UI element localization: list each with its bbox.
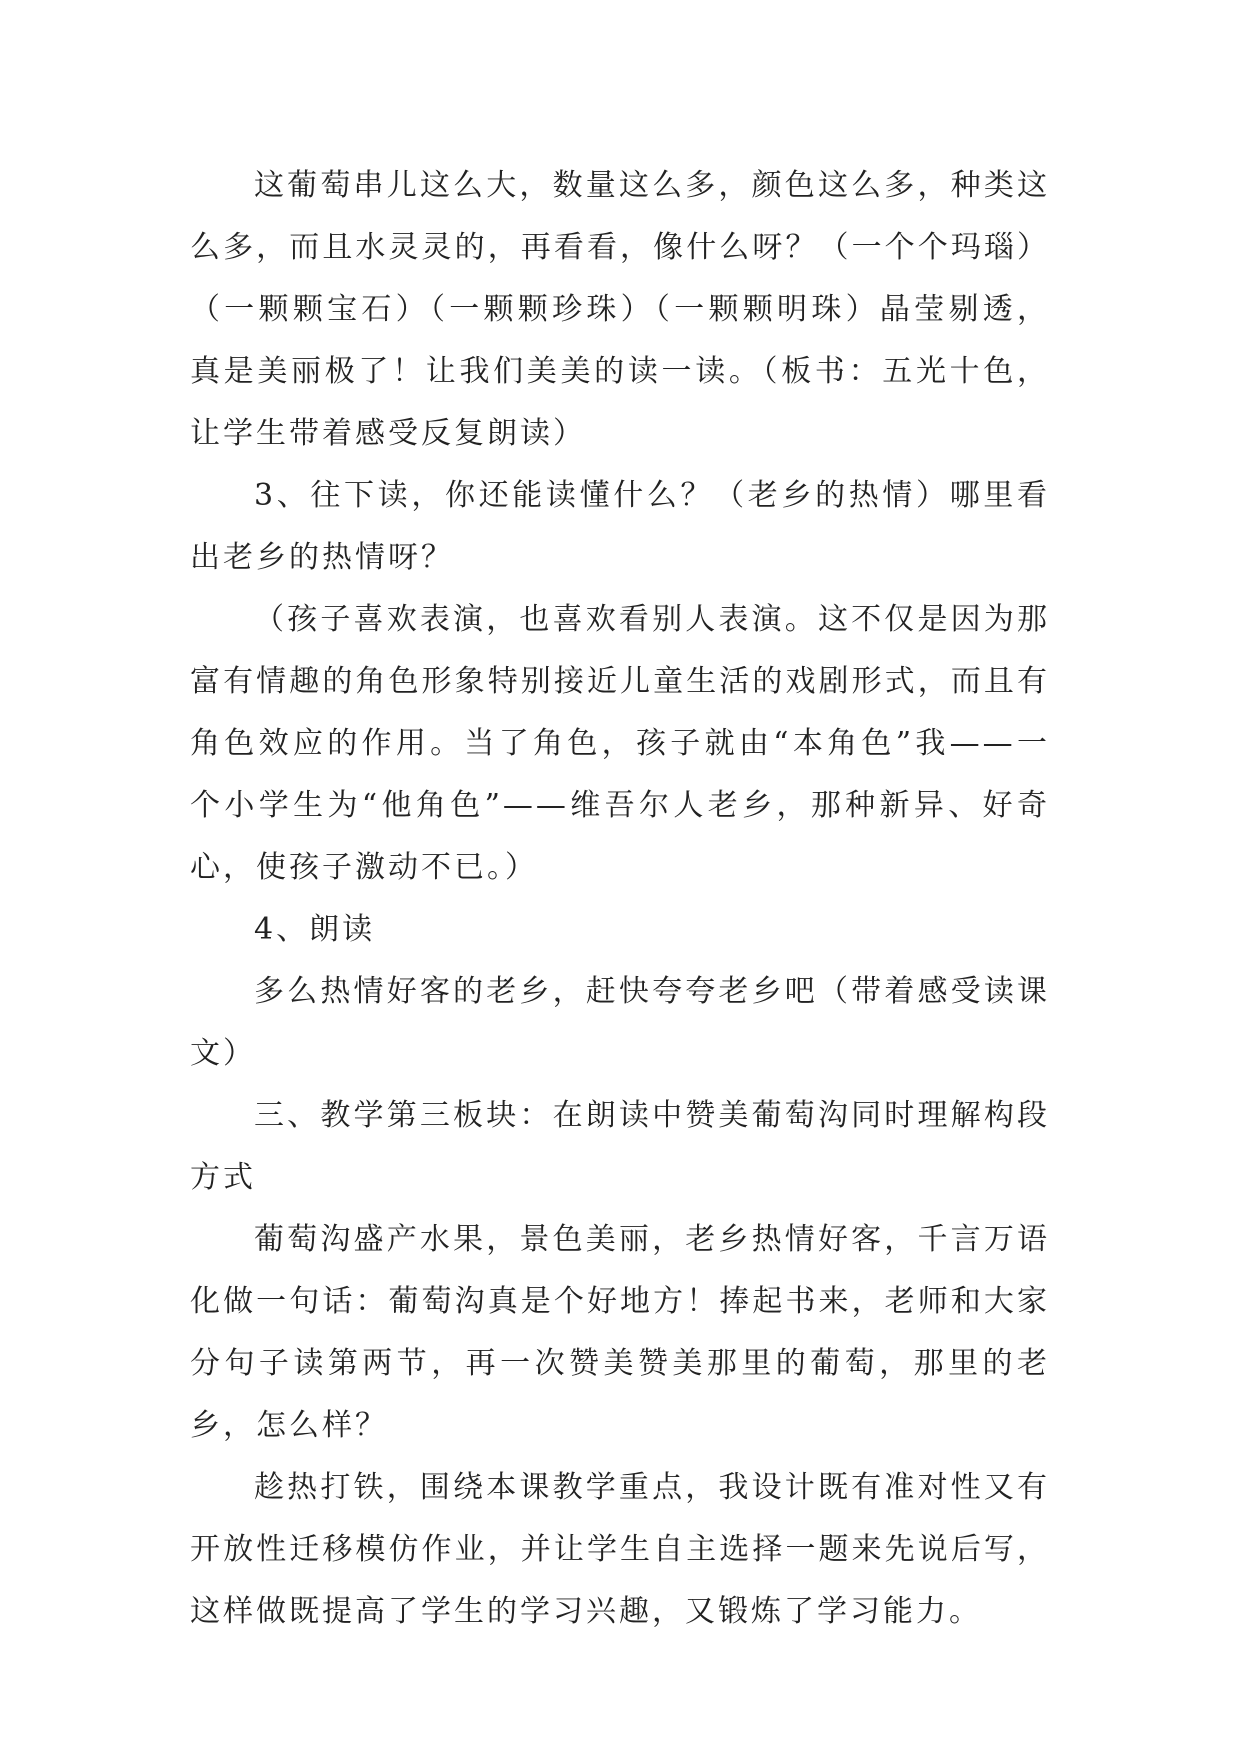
paragraph-section-three-heading: 三、教学第三板块：在朗读中赞美葡萄沟同时理解构段方式 bbox=[190, 1098, 1050, 1195]
paragraph-praise-villagers: 多么热情好客的老乡，赶快夸夸老乡吧（带着感受读课文） bbox=[190, 974, 1050, 1071]
paragraph-role-play-note: （孩子喜欢表演，也喜欢看别人表演。这不仅是因为那富有情趣的角色形象特别接近儿童生活的戏剧形式，而且有角色效应的作用。当了角色，孩子就由“本角色”我——一个小学生为“他角色”——维吾尔人老乡，那种新异、好奇心，使孩子激动不已。） bbox=[190, 602, 1050, 885]
paragraph-step-3-read-on: 3、往下读，你还能读懂什么？（老乡的热情）哪里看出老乡的热情呀？ bbox=[190, 478, 1050, 575]
paragraph-homework-design: 趁热打铁，围绕本课教学重点，我设计既有准对性又有开放性迁移模仿作业，并让学生自主选择一题来先说后写，这样做既提高了学生的学习兴趣，又锻炼了学习能力。 bbox=[190, 1470, 1050, 1629]
paragraph-step-4-heading: 4、朗读 bbox=[254, 912, 376, 947]
paragraph-grape-description: 这葡萄串儿这么大，数量这么多，颜色这么多，种类这么多，而且水灵灵的，再看看，像什么呀？（一个个玛瑙）（一颗颗宝石）（一颗颗珍珠）（一颗颗明珠）晶莹剔透，真是美丽极了！让我们美美的读一读。（板书：五光十色，让学生带着感受反复朗读） bbox=[190, 168, 1050, 451]
paragraph-grape-valley-summary: 葡萄沟盛产水果，景色美丽，老乡热情好客，千言万语化做一句话：葡萄沟真是个好地方！捧起书来，老师和大家分句子读第两节，再一次赞美赞美那里的葡萄，那里的老乡，怎么样？ bbox=[190, 1222, 1050, 1443]
document-body bbox=[190, 155, 1050, 1643]
